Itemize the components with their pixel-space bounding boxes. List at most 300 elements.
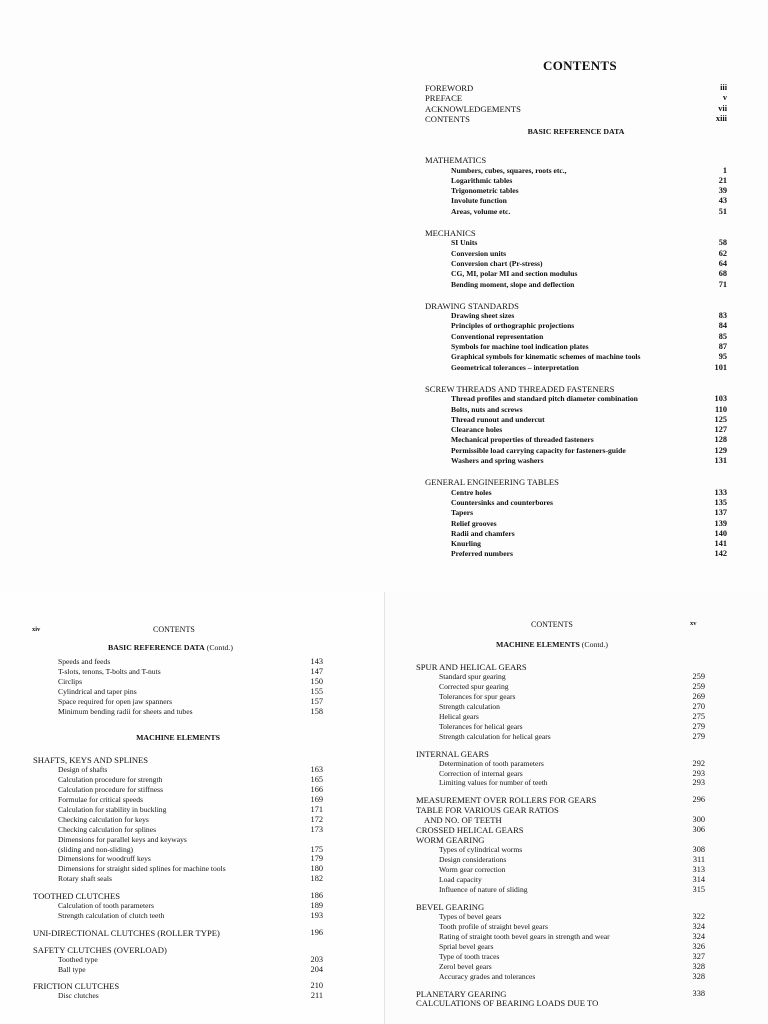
subsection-entry (58, 965, 323, 975)
entry-page: 203 (310, 954, 323, 964)
entry-page: 293 (692, 778, 705, 788)
subsection-entry (58, 901, 323, 911)
entry-page: 1 (722, 165, 727, 175)
subsection-entry (439, 702, 705, 712)
subsection-entry (439, 712, 705, 722)
entry-page: 259 (692, 681, 705, 691)
subsection-entry (451, 446, 727, 456)
entry-title: Tolerances for spur gears (439, 691, 516, 701)
entry-title: FRICTION CLUTCHES (33, 981, 120, 992)
entry-page: 270 (692, 701, 705, 711)
entry-title: CG, MI, polar MI and section modulus (451, 269, 578, 279)
entry-title: Tooth profile of straight bevel gears (439, 921, 548, 931)
subsection-entry (451, 508, 727, 518)
subsection-entry (451, 332, 727, 342)
entry-title: SCREW THREADS AND THREADED FASTENERS (425, 383, 615, 394)
entry-page: 328 (692, 971, 705, 981)
section-entry (416, 805, 705, 815)
entry-title: TABLE FOR VARIOUS GEAR RATIOS (416, 805, 559, 816)
entry-title: Clearance holes (451, 425, 503, 435)
entry-page: 179 (310, 854, 323, 864)
entry-page: 157 (310, 696, 323, 706)
subsection-entry (439, 769, 705, 779)
entry-title: Calculation of tooth parameters (58, 901, 154, 910)
entry-title: Rating of straight tooth bevel gears in strength and wear (439, 931, 610, 941)
subsection-entry (451, 394, 727, 404)
section-entry (33, 928, 323, 938)
subsection-entry (439, 962, 705, 972)
entry-page: 171 (310, 804, 323, 814)
entry-title: CROSSED HELICAL GEARS (416, 825, 524, 836)
subsection-entry (451, 269, 727, 279)
entry-page: 327 (692, 951, 705, 961)
entry-title: Standard spur gearing (439, 671, 506, 681)
entry-title: Geometrical tolerances – interpretation (451, 362, 579, 372)
entry-title: Conversion units (451, 248, 507, 258)
entry-title: GENERAL ENGINEERING TABLES (425, 477, 559, 488)
section-entry (416, 795, 705, 805)
subsection-entry (58, 697, 323, 707)
contents-page-left (0, 592, 384, 1024)
entry-title: Conversion chart (Pr-stress) (451, 258, 543, 268)
entry-page: 210 (310, 981, 323, 991)
subsection-entry (451, 280, 727, 290)
subsection-entry (439, 855, 705, 865)
entry-page: 133 (714, 487, 727, 497)
entry-title: Centre holes (451, 487, 492, 497)
subsection-entry (439, 952, 705, 962)
entry-page: 163 (310, 765, 323, 775)
entry-title: Type of tooth traces (439, 951, 500, 961)
entry-title: Cylindrical and taper pins (58, 686, 137, 696)
entry-title: Preferred numbers (451, 549, 513, 559)
entry-page: 147 (310, 666, 323, 676)
entry-page: 326 (692, 941, 705, 951)
entry-page: 296 (692, 795, 705, 805)
section-entry (33, 945, 323, 955)
entry-title: Calculation procedure for strength (58, 775, 163, 785)
subsection-entry (58, 657, 323, 667)
entry-page: 172 (310, 814, 323, 824)
entry-page: 43 (718, 196, 727, 206)
entry-title: T-slots, tenons, T-bolts and T-nuts (58, 666, 161, 676)
entry-page: 64 (718, 258, 727, 268)
entry-title: Symbols for machine tool indication plates (451, 342, 589, 351)
subsection-entry (58, 991, 323, 1001)
entry-title: Rotary shaft seals (58, 874, 112, 884)
entry-title: ACKNOWLEDGEMENTS (425, 103, 521, 114)
entry-title: Load capacity (439, 875, 482, 884)
category-heading (108, 643, 233, 652)
section-entry (416, 825, 705, 835)
subsection-entry (439, 865, 705, 875)
entry-title: Knurling (451, 539, 481, 549)
entry-title: Bolts, nuts and screws (451, 404, 523, 414)
entry-title: Minimum bending radii for sheets and tubes (58, 706, 193, 716)
entry-title: Space required for open jaw spanners (58, 696, 173, 706)
section-entry (416, 989, 705, 999)
entry-page: 85 (718, 331, 727, 341)
section-entry (425, 114, 727, 124)
subsection-entry (451, 176, 727, 186)
subsection-entry (439, 682, 705, 692)
section-entry (425, 228, 727, 238)
category-title: MACHINE ELEMENTS (496, 640, 580, 649)
subsection-entry (58, 955, 323, 965)
subsection-entry (439, 778, 705, 788)
entry-page: 166 (310, 785, 323, 795)
subsection-entry (451, 549, 727, 559)
entry-title: Relief grooves (451, 518, 497, 528)
entry-title: Limiting values for number of teeth (439, 778, 548, 788)
entry-page: 300 (692, 815, 705, 825)
category-title (425, 127, 727, 137)
subsection-entry (451, 488, 727, 498)
subsection-entry (451, 519, 727, 529)
entry-page: 103 (714, 394, 727, 404)
section-entry (425, 93, 727, 103)
entry-page: 279 (692, 721, 705, 731)
entry-title: Numbers, cubes, squares, roots etc., (451, 165, 567, 175)
entry-title: Types of cylindrical worms (439, 845, 523, 855)
subsection-entry (451, 166, 727, 176)
entry-title: Conventional representation (451, 331, 544, 341)
entry-page: 51 (718, 206, 727, 216)
entry-page: 83 (718, 311, 727, 321)
entry-title: Thread runout and undercut (451, 414, 545, 424)
entry-page: 311 (692, 855, 705, 865)
subsection-entry (439, 759, 705, 769)
entry-page: 193 (310, 910, 323, 920)
subsection-entry (451, 186, 727, 196)
entry-title: MECHANICS (425, 228, 476, 238)
subsection-entry (58, 785, 323, 795)
subsection-entry (439, 885, 705, 895)
subsection-entry (439, 692, 705, 702)
entry-title: PREFACE (425, 93, 463, 104)
entry-title: Checking calculation for keys (58, 814, 149, 824)
category-suffix: (Contd.) (581, 640, 608, 649)
section-entry (33, 891, 323, 901)
section-entry (416, 749, 705, 759)
entry-title: WORM GEARING (416, 835, 485, 846)
entry-page: 308 (692, 845, 705, 855)
subsection-entry (58, 707, 323, 717)
entry-title: Corrected spur gearing (439, 681, 509, 691)
entry-page: v (722, 93, 727, 103)
subsection-entry (451, 207, 727, 217)
entry-title: SHAFTS, KEYS AND SPLINES (33, 755, 149, 766)
entry-page: 314 (692, 875, 705, 884)
entry-title: Influence of nature of sliding (439, 884, 528, 894)
subsection-entry (439, 732, 705, 742)
entry-page: 71 (718, 279, 727, 289)
subsection-entry (439, 972, 705, 982)
entry-title: Helical gears (439, 711, 479, 721)
section-entry (425, 301, 727, 311)
category-heading (496, 640, 608, 649)
entry-title: TOOTHED CLUTCHES (33, 891, 120, 902)
entry-page: vii (718, 103, 727, 113)
subsection-entry (451, 529, 727, 539)
entry-page: 204 (310, 964, 323, 974)
subsection-entry (58, 845, 323, 855)
subsection-entry (439, 912, 705, 922)
entry-title: BASIC REFERENCE DATA (527, 127, 625, 137)
entry-page: 21 (718, 175, 727, 185)
subsection-entry (451, 498, 727, 508)
entry-page: 129 (714, 445, 727, 455)
subsection-entry (451, 311, 727, 321)
entry-page: 84 (718, 321, 727, 331)
entry-page: 306 (692, 825, 705, 835)
subsection-entry (58, 854, 323, 864)
entry-page: 338 (692, 988, 705, 998)
entry-page: 137 (714, 508, 727, 518)
section-entry (425, 477, 727, 487)
entry-page: 259 (692, 671, 705, 681)
subsection-entry (58, 795, 323, 805)
subsection-entry (451, 435, 727, 445)
entry-page: 269 (692, 691, 705, 701)
entry-page: 186 (310, 891, 323, 901)
subsection-entry (451, 415, 727, 425)
entry-page: 169 (310, 795, 323, 804)
entry-title: CONTENTS (425, 113, 470, 124)
entry-page: 324 (692, 931, 705, 941)
contents-page-right (384, 592, 768, 1024)
entry-page: 313 (692, 865, 705, 875)
page-header: CONTENTS (531, 620, 573, 629)
section-entry (425, 155, 727, 165)
subsection-entry (58, 677, 323, 687)
entry-title: Permissible load carrying capacity for fasteners-guide (451, 445, 626, 455)
subsection-entry (58, 815, 323, 825)
subsection-entry (451, 539, 727, 549)
entry-title: Design considerations (439, 855, 507, 865)
entry-title: CALCULATIONS OF BEARING LOADS DUE TO (416, 998, 599, 1009)
entry-title: DRAWING STANDARDS (425, 300, 519, 311)
subsection-entry (439, 875, 705, 885)
entry-page: 140 (714, 528, 727, 538)
entry-page: 87 (718, 342, 727, 351)
entry-title: MACHINE ELEMENTS (136, 733, 220, 743)
page-number: xv (690, 620, 697, 627)
subsection-entry (439, 932, 705, 942)
entry-page: 110 (715, 404, 727, 414)
entry-title: Speeds and feeds (58, 657, 111, 666)
entry-title: Involute function (451, 196, 507, 206)
entry-page: 125 (714, 414, 727, 424)
subsection-entry (58, 765, 323, 775)
entry-title: Strength calculation for helical gears (439, 731, 551, 741)
entry-page: 189 (310, 901, 323, 910)
entry-title: Trigonometric tables (451, 186, 519, 196)
subsection-entry (58, 864, 323, 874)
entry-page: 135 (714, 497, 727, 507)
entry-title: Ball type (58, 964, 86, 974)
entry-page: 173 (310, 824, 323, 834)
section-entry (425, 104, 727, 114)
entry-title: Logarithmic tables (451, 175, 513, 185)
entry-title: Disc clutches (58, 991, 99, 1001)
subsection-entry (439, 672, 705, 682)
subsection-entry (451, 352, 727, 362)
category-title (33, 733, 323, 743)
entry-title: Calculation for stability in buckling (58, 804, 167, 814)
section-entry (425, 384, 727, 394)
entry-title: Calculation procedure for stiffness (58, 785, 164, 795)
entry-page: 95 (718, 352, 727, 362)
entry-page: 322 (692, 911, 705, 921)
entry-page: 324 (692, 921, 705, 931)
entry-title: Checking calculation for splines (58, 824, 157, 834)
entry-page: 196 (310, 927, 323, 937)
entry-title: Formulae for critical speeds (58, 795, 143, 804)
entry-page: 328 (692, 961, 705, 971)
entry-title: Thread profiles and standard pitch diameter combination (451, 394, 638, 404)
entry-page: 139 (714, 518, 727, 528)
entry-title: Strength calculation of clutch teeth (58, 910, 165, 920)
section-entry (416, 902, 705, 912)
entry-title: Sprial bevel gears (439, 941, 494, 951)
section-entry (33, 981, 323, 991)
entry-page: iii (720, 83, 727, 92)
entry-title: UNI-DIRECTIONAL CLUTCHES (ROLLER TYPE) (33, 927, 220, 938)
entry-page: 165 (310, 775, 323, 785)
section-entry (416, 835, 705, 845)
entry-title: INTERNAL GEARS (416, 748, 489, 759)
entry-page: 127 (714, 425, 727, 435)
entry-title: Washers and spring washers (451, 456, 544, 465)
entry-page: 182 (310, 874, 323, 884)
section-entry (416, 998, 705, 1008)
section-entry (425, 83, 727, 93)
subsection-entry (451, 249, 727, 259)
subsection-entry (58, 775, 323, 785)
entry-page: 211 (310, 991, 323, 1001)
entry-title: Dimensions for parallel keys and keyways (58, 834, 187, 844)
entry-title: Graphical symbols for kinematic schemes of machine tools (451, 352, 641, 362)
entry-title: Toothed type (58, 954, 98, 964)
entry-title: Drawing sheet sizes (451, 311, 515, 321)
entry-title: SAFETY CLUTCHES (OVERLOAD) (33, 944, 167, 955)
entry-title: Zerol bevel gears (439, 961, 492, 971)
entry-page: 58 (718, 238, 727, 248)
entry-page: 150 (310, 676, 323, 686)
entry-title: MEASUREMENT OVER ROLLERS FOR GEARS (416, 795, 597, 806)
subsection-entry (451, 425, 727, 435)
entry-title: AND NO. OF TEETH (424, 815, 502, 826)
subsection-entry (58, 687, 323, 697)
category-title: BASIC REFERENCE DATA (108, 643, 205, 652)
subsection-entry (451, 405, 727, 415)
entry-page: 180 (310, 864, 323, 874)
subsection-entry (58, 825, 323, 835)
entry-title: Design of shafts (58, 765, 108, 775)
entry-page: 62 (718, 248, 727, 258)
subsection-entry (58, 911, 323, 921)
page-number: xiv (32, 626, 41, 633)
subsection-entry (451, 456, 727, 466)
subsection-entry (451, 363, 727, 373)
entry-title: Bending moment, slope and deflection (451, 279, 575, 289)
subsection-entry (439, 942, 705, 952)
entry-page: 143 (310, 657, 323, 666)
entry-title: Dimensions for woodruff keys (58, 854, 151, 864)
entry-page: 293 (692, 768, 705, 778)
entry-title: Radii and chamfers (451, 528, 515, 538)
entry-title: Tolerances for helical gears (439, 721, 523, 731)
entry-page: 128 (714, 435, 727, 445)
subsection-entry (58, 805, 323, 815)
entry-title: Determination of tooth parameters (439, 758, 544, 768)
subsection-entry (58, 874, 323, 884)
subsection-entry (58, 835, 323, 845)
subsection-entry (439, 922, 705, 932)
entry-page: xiii (715, 113, 727, 123)
entry-page: 279 (692, 731, 705, 741)
subsection-entry (439, 845, 705, 855)
entry-title: FOREWORD (425, 83, 474, 93)
entry-title: Mechanical properties of threaded fasteners (451, 435, 594, 445)
entry-page: 275 (692, 711, 705, 721)
subsection-entry (58, 667, 323, 677)
entry-title: Correction of internal gears (439, 768, 523, 778)
entry-page: 131 (714, 456, 727, 465)
entry-page: 315 (692, 884, 705, 894)
entry-page: 142 (714, 549, 727, 559)
entry-title: Dimensions for straight sided splines for machine tools (58, 864, 226, 874)
entry-page: 175 (310, 844, 323, 854)
entry-page: 158 (310, 706, 323, 716)
entry-title: Accuracy grades and tolerances (439, 971, 536, 981)
page-title: CONTENTS (543, 58, 617, 73)
entry-title: MATHEMATICS (425, 155, 487, 166)
entry-page: 68 (718, 269, 727, 279)
entry-title: Strength calculation (439, 701, 500, 711)
subsection-entry (451, 196, 727, 206)
entry-title: Countersinks and counterbores (451, 497, 553, 507)
subsection-entry (451, 259, 727, 269)
section-entry (424, 815, 705, 825)
entry-title: Areas, volume etc. (451, 206, 511, 216)
entry-page: 141 (714, 539, 727, 549)
entry-page: 155 (310, 686, 323, 696)
entry-title: BEVEL GEARING (416, 901, 485, 912)
subsection-entry (451, 238, 727, 248)
entry-title: Worm gear correction (439, 865, 506, 875)
subsection-entry (439, 722, 705, 732)
entry-title: SPUR AND HELICAL GEARS (416, 662, 527, 672)
category-suffix: (Contd.) (206, 643, 233, 652)
section-entry (33, 755, 323, 765)
entry-page: 101 (714, 362, 727, 372)
page-header: CONTENTS (153, 625, 195, 634)
entry-title: Principles of orthographic projections (451, 321, 575, 331)
entry-page: 39 (718, 186, 727, 196)
entry-title: PLANETARY GEARING (416, 988, 507, 999)
entry-title: Circlips (58, 676, 83, 686)
section-entry (416, 662, 705, 672)
entry-title: Tapers (451, 508, 474, 518)
entry-title: SI Units (451, 238, 478, 248)
entry-title: (sliding and non-sliding) (58, 844, 134, 854)
subsection-entry (451, 321, 727, 331)
subsection-entry (451, 342, 727, 352)
entry-page: 292 (692, 758, 705, 768)
entry-title: Types of bevel gears (439, 911, 502, 921)
